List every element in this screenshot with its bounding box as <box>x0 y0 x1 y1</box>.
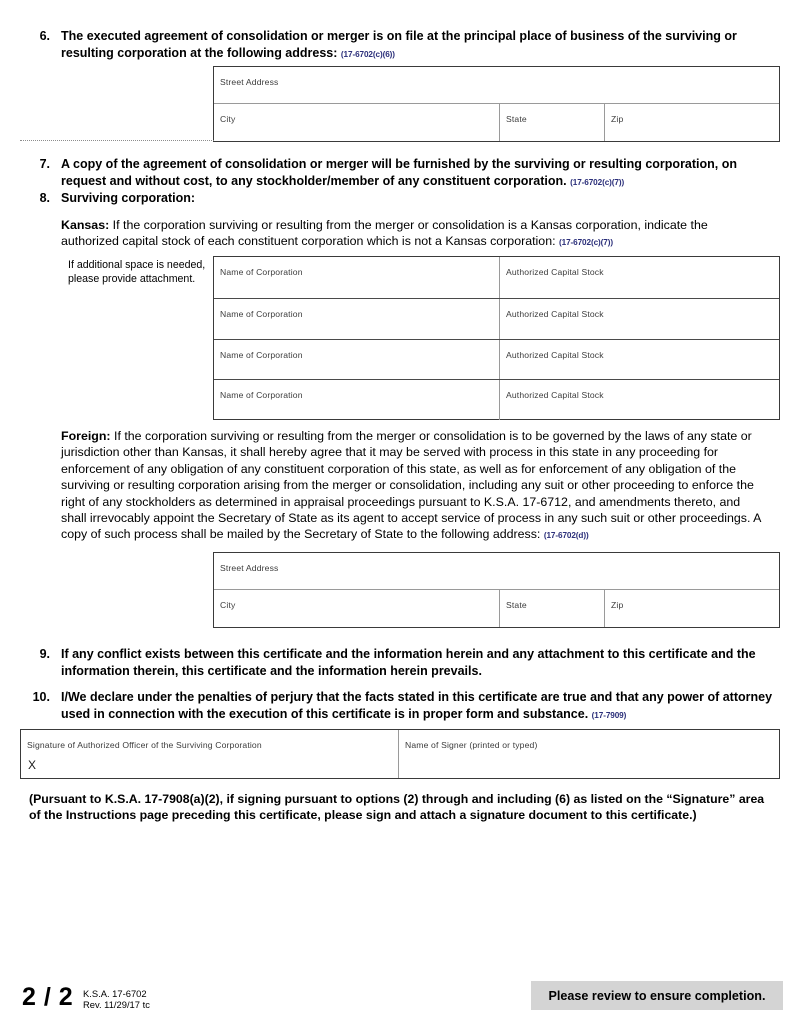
state-label: State <box>506 600 527 610</box>
item-8-text: Surviving corporation: <box>61 191 196 205</box>
authorized-capital-stock-label: Authorized Capital Stock <box>506 308 604 319</box>
address-row-city-state-zip <box>214 589 779 627</box>
footer-page-number: 2 / 2 <box>22 983 74 1011</box>
kansas-citation: (17-6702(c)(7)) <box>558 238 613 248</box>
item-9 <box>28 646 780 679</box>
item-6-citation: (17-6702(c)(6)) <box>340 49 395 59</box>
item-10-citation: (17-7909) <box>591 710 627 720</box>
zip-cell[interactable] <box>604 590 779 627</box>
table-row <box>214 257 779 298</box>
address-row-street <box>214 67 779 103</box>
address-row-city-state-zip <box>214 103 779 141</box>
item-6-text: The executed agreement of consolidation or merger is on file at the principal place of business of the surviving or resulting corporation at the following address: <box>61 29 737 60</box>
street-address-cell[interactable] <box>214 67 779 103</box>
signature-row <box>21 730 779 778</box>
review-banner-text: Please review to ensure completion. <box>548 988 766 1003</box>
authorized-capital-stock-cell[interactable] <box>499 257 779 298</box>
address-row-street <box>214 553 779 589</box>
item-8-foreign-paragraph <box>61 428 766 545</box>
street-address-label: Street Address <box>220 563 279 573</box>
item-9-text: If any conflict exists between this certificate and the information herein and any attachment to this certificate and the information therein, this certificate and the information herein prevails. <box>61 647 756 678</box>
state-cell[interactable] <box>499 104 604 141</box>
item-6-text-block <box>61 28 776 63</box>
corporation-name-cell[interactable] <box>214 380 499 420</box>
corporation-name-label: Name of Corporation <box>220 390 303 401</box>
section-divider-dotted <box>20 140 214 141</box>
item-6 <box>28 28 780 63</box>
authorized-capital-stock-cell[interactable] <box>499 380 779 420</box>
item-10-text: I/We declare under the penalties of perjury that the facts stated in this certificate are true and that any power of attorney used in connection with the execution of this certificate is in proper form and substance. <box>61 690 773 721</box>
item-8-number: 8. <box>39 191 50 205</box>
authorized-capital-stock-cell[interactable] <box>499 340 779 380</box>
signer-name-cell[interactable] <box>398 730 778 778</box>
zip-label: Zip <box>611 114 624 124</box>
corporation-name-label: Name of Corporation <box>220 267 303 277</box>
zip-label: Zip <box>611 600 624 610</box>
signature-label: Signature of Authorized Officer of the Surviving Corporation <box>27 740 262 750</box>
corporation-name-cell[interactable] <box>214 299 499 339</box>
zip-cell[interactable] <box>604 104 779 141</box>
foreign-text: If the corporation surviving or resulting from the merger or consolidation is to be governed by the laws of any state or jurisdiction other than Kansas, it shall hereby agree that it may be served with process in this state in any proceeding for enforcement of any obligation of any constituent corporation of this state, as well as for enforcement of any obligation of the surviving or resulting corporation arising from the merger or consolidation, including any suit or other proceeding to enforce the right of any stockholders as determined in appraisal proceedings pursuant to K.S.A. 17-6712, and amendments thereto, and shall irrevocably appoint the Secretary of State as its agent to accept service of process in any such suit or other proceedings. A copy of such process shall be mailed by the Secretary of State to the following address: <box>61 429 761 542</box>
review-completion-banner <box>531 981 783 1010</box>
state-cell[interactable] <box>499 590 604 627</box>
authorized-capital-stock-label: Authorized Capital Stock <box>506 349 604 360</box>
corporation-name-cell[interactable] <box>214 257 499 298</box>
city-cell[interactable] <box>214 104 499 141</box>
street-address-cell[interactable] <box>214 553 779 589</box>
signature-x-mark: X <box>28 758 37 772</box>
address-table-item-6 <box>213 66 780 142</box>
corporation-name-label: Name of Corporation <box>220 349 303 360</box>
table-row <box>214 298 779 339</box>
signature-cell[interactable] <box>21 730 398 778</box>
foreign-citation: (17-6702(d)) <box>543 531 589 541</box>
item-7-text: A copy of the agreement of consolidation or merger will be furnished by the surviving or resulting corporation, on request and without cost, to any stockholder/member of any constituent corporation. <box>61 157 738 188</box>
city-label: City <box>220 114 236 124</box>
item-7-citation: (17-6702(c)(7)) <box>570 177 625 187</box>
kansas-text: If the corporation surviving or resulting from the merger or consolidation is a Kansas corporation, indicate the authorized capital stock of each constituent corporation which is not a Kansas corporation: <box>61 218 708 249</box>
item-8 <box>28 190 780 207</box>
item-6-number: 6. <box>39 29 50 43</box>
item-7-text-block <box>61 156 776 191</box>
item-10-number: 10. <box>32 690 50 704</box>
item-7-number: 7. <box>39 157 50 171</box>
footer-statute: K.S.A. 17-6702 <box>83 988 147 999</box>
signature-instruction-note: (Pursuant to K.S.A. 17-7908(a)(2), if signing pursuant to options (2) through and including (6) as listed on the “Signature” area of the Instructions page preceding this certificate, please sign and attach a signature document to this certificate.) <box>29 792 765 823</box>
item-8-kansas-paragraph <box>61 217 766 252</box>
authorized-capital-stock-cell[interactable] <box>499 299 779 339</box>
item-10-text-block <box>61 689 776 724</box>
capital-stock-table <box>213 256 780 420</box>
city-label: City <box>220 600 236 610</box>
state-label: State <box>506 114 527 124</box>
street-address-label: Street Address <box>220 77 279 87</box>
foreign-label: Foreign: <box>61 429 111 443</box>
table-row <box>214 379 779 420</box>
signer-name-label: Name of Signer (printed or typed) <box>405 740 538 750</box>
item-9-number: 9. <box>39 647 50 661</box>
authorized-capital-stock-label: Authorized Capital Stock <box>506 267 604 277</box>
authorized-capital-stock-label: Authorized Capital Stock <box>506 390 604 401</box>
footer-revision: Rev. 11/29/17 tc <box>83 999 150 1010</box>
table-row <box>214 339 779 380</box>
item-7 <box>28 156 780 191</box>
kansas-label: Kansas: <box>61 218 110 232</box>
address-table-foreign <box>213 552 780 628</box>
signature-block-table <box>20 729 780 779</box>
corporation-name-label: Name of Corporation <box>220 308 303 319</box>
item-10 <box>22 689 780 724</box>
attachment-sidenote: If additional space is needed, please provide attachment. <box>68 259 206 285</box>
corporation-name-cell[interactable] <box>214 340 499 380</box>
city-cell[interactable] <box>214 590 499 627</box>
